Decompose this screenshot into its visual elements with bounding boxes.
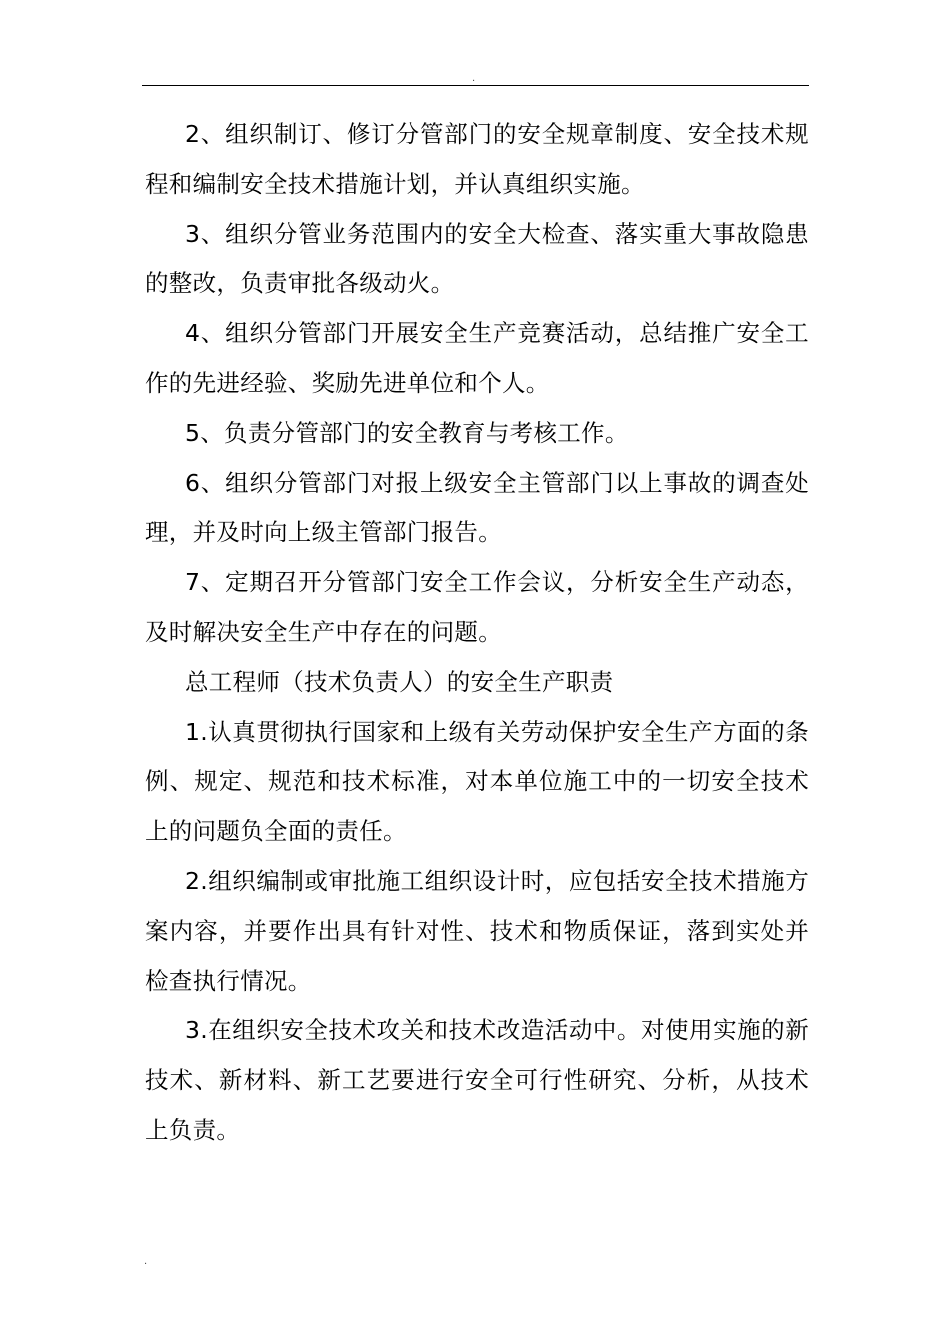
paragraph-item-6: 6、组织分管部门对报上级安全主管部门以上事故的调查处理，并及时向上级主管部门报告。 — [145, 468, 809, 547]
header-rule — [142, 85, 809, 86]
paragraph-item-5: 5、负责分管部门的安全教育与考核工作。 — [185, 418, 629, 447]
paragraph-item-4: 4、组织分管部门开展安全生产竞赛活动，总结推广安全工作的先进经验、奖励先进单位和个人。 — [145, 319, 809, 397]
paragraph-item-3: 3、组织分管业务范围内的安全大检查、落实重大事故隐患的整改，负责审批各级动火。 — [145, 219, 809, 298]
duty-item-1: 1.认真贯彻执行国家和上级有关劳动保护安全生产方面的条例、规定、规范和技术标准，对本单位施工中的一切安全技术上的问题负全面的责任。 — [145, 717, 809, 846]
duty-item-3: 3.在组织安全技术攻关和技术改造活动中。对使用实施的新技术、新材料、新工艺要进行安全可行性研究、分析，从技术上负责。 — [145, 1016, 809, 1144]
paragraph-item-7: 7、定期召开分管部门安全工作会议，分析安全生产动态，及时解决安全生产中存在的问题。 — [145, 568, 809, 646]
section-heading: 总工程师（技术负责人）的安全生产职责 — [185, 667, 614, 696]
header-mark: . — [472, 73, 476, 84]
paragraph-item-2: 2、组织制订、修订分管部门的安全规章制度、安全技术规程和编制安全技术措施计划，并认真组织实施。 — [145, 120, 809, 198]
duty-item-2: 2.组织编制或审批施工组织设计时，应包括安全技术措施方案内容，并要作出具有针对性、技术和物质保证，落到实处并检查执行情况。 — [145, 866, 809, 995]
document-body — [145, 110, 809, 1156]
footer-mark: . — [144, 1256, 148, 1267]
